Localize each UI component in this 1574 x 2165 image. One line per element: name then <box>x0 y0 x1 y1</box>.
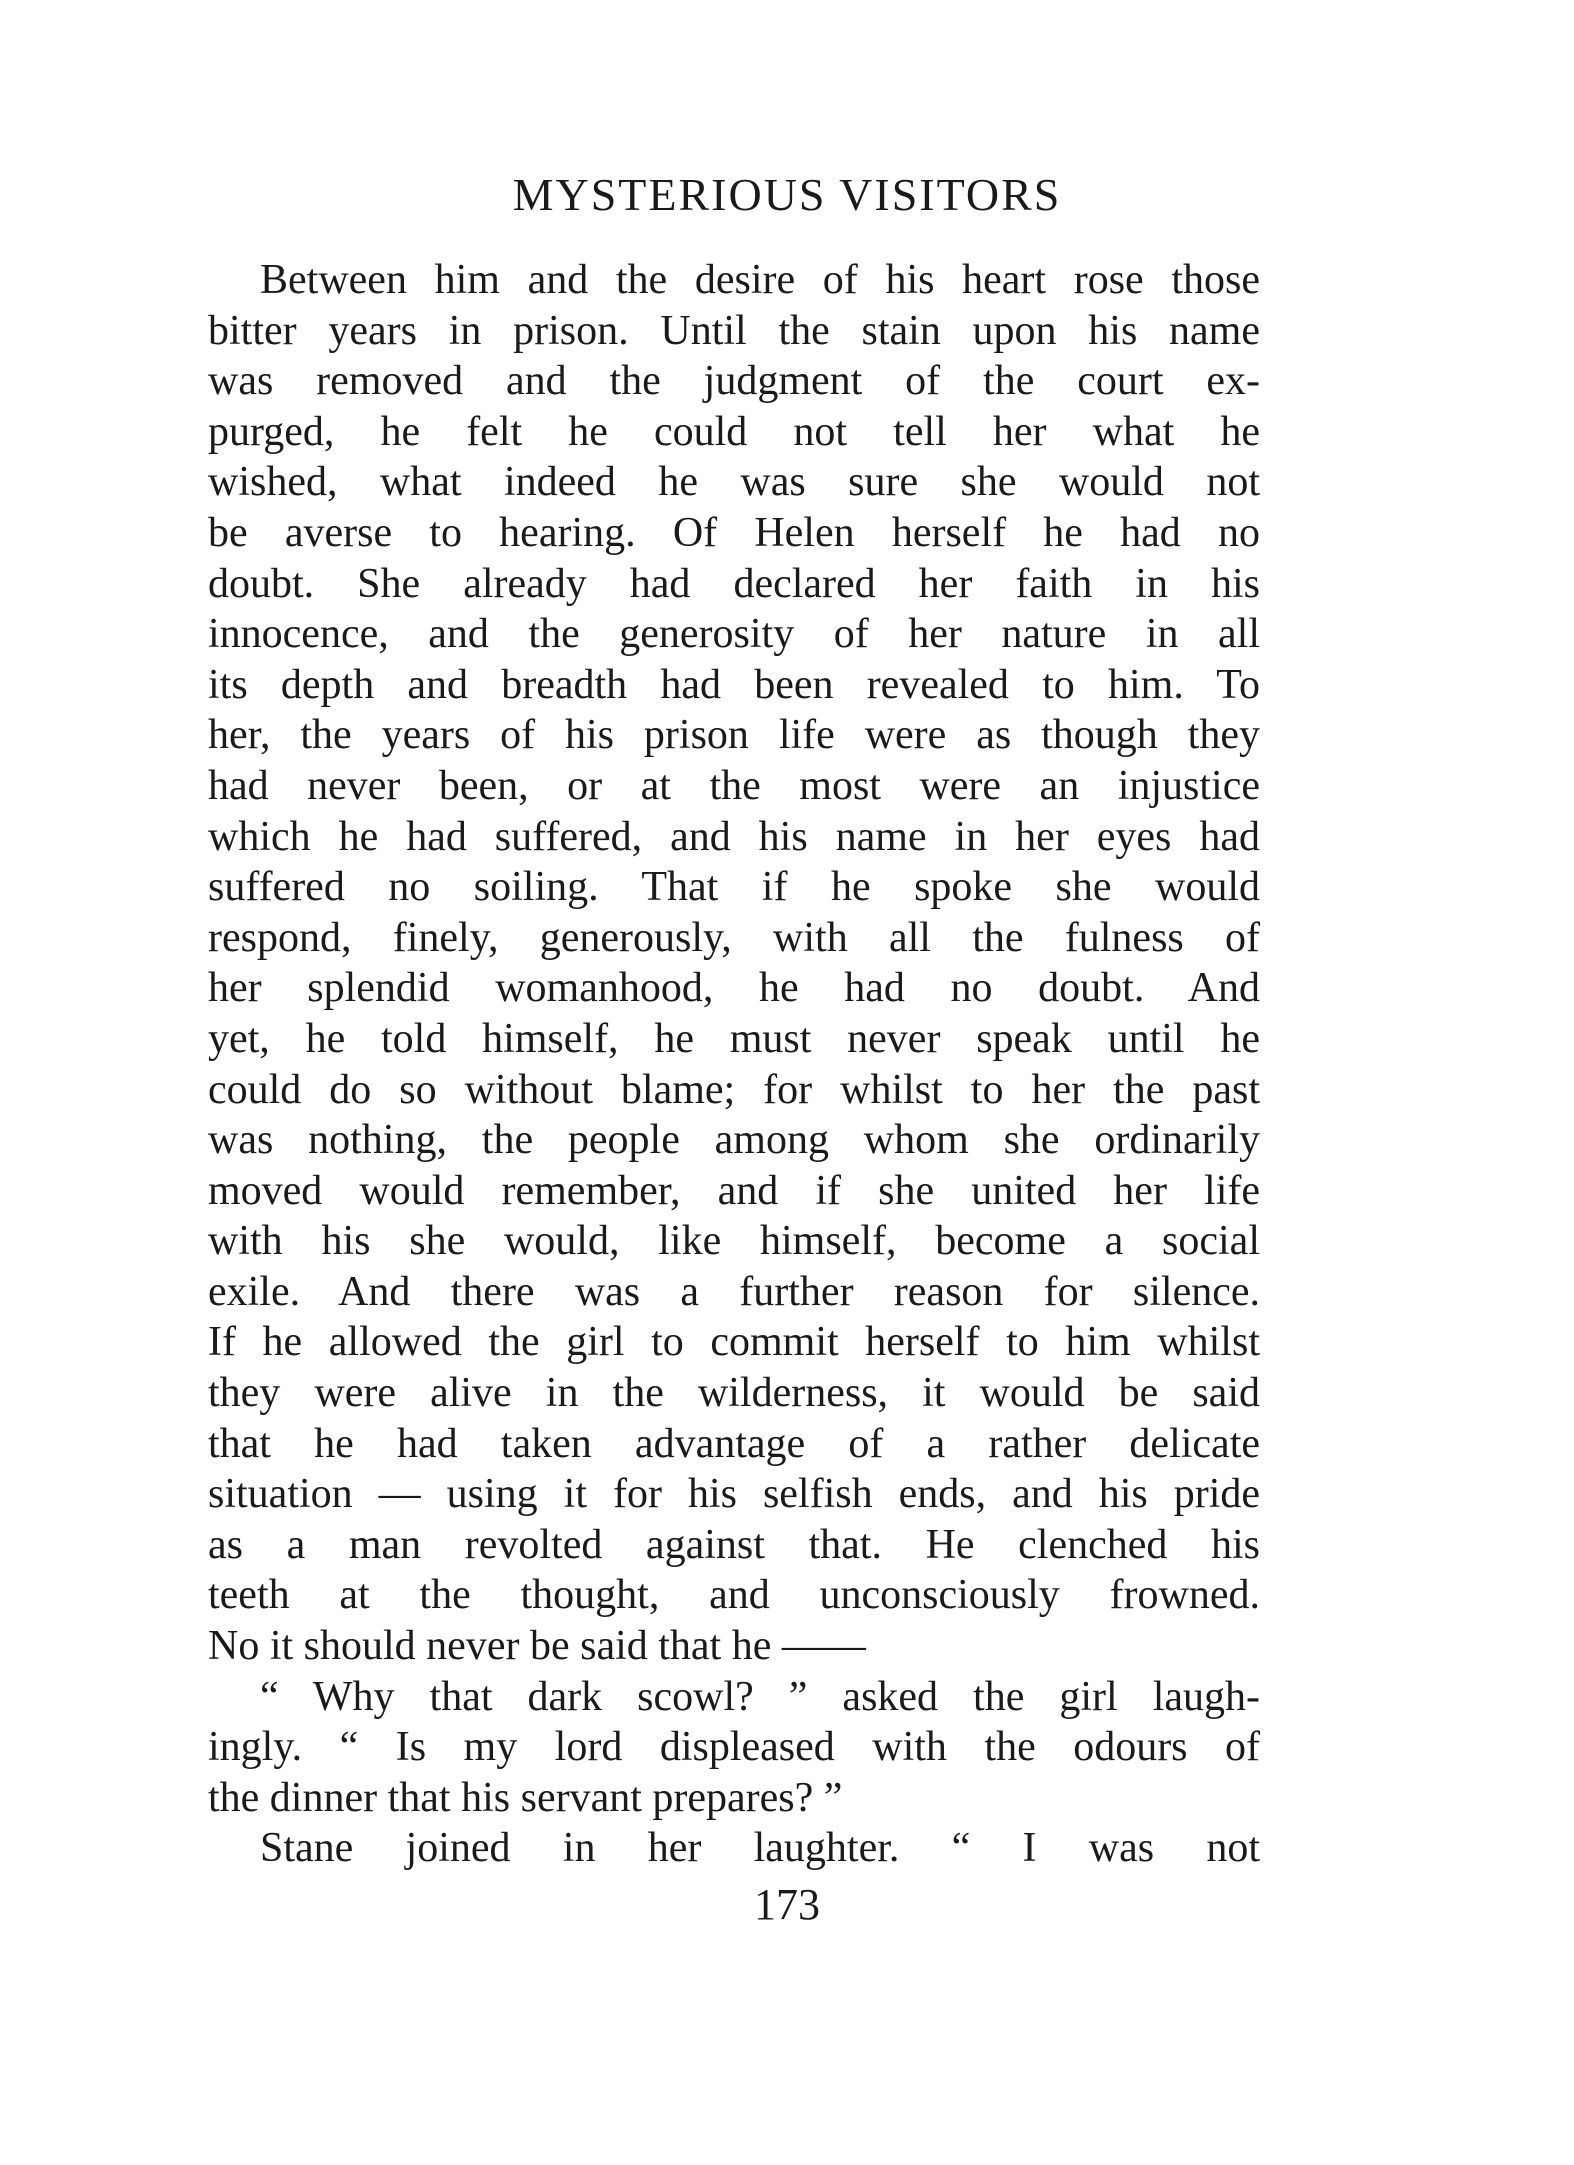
text-line: her, the years of his prison life were as though they <box>208 712 1260 759</box>
text-line: its depth and breadth had been revealed to him. To <box>208 661 1260 708</box>
text-line: teeth at the thought, and unconsciously frowned. <box>208 1572 1260 1619</box>
body-text <box>208 255 1260 1874</box>
text-line: respond, finely, generously, with all the fulness of <box>208 914 1260 961</box>
text-line: ingly. “ Is my lord displeased with the odours of <box>208 1724 1260 1771</box>
text-line: be averse to hearing. Of Helen herself he had no <box>208 509 1260 556</box>
text-line: exile. And there was a further reason for silence. <box>208 1268 1260 1315</box>
text-line: had never been, or at the most were an injustice <box>208 762 1260 809</box>
page-number: 173 <box>754 1880 820 1929</box>
text-line: that he had taken advantage of a rather delicate <box>208 1420 1260 1467</box>
text-line: innocence, and the generosity of her nature in all <box>208 611 1260 658</box>
text-line: No it should never be said that he —— <box>208 1623 866 1670</box>
text-line: If he allowed the girl to commit herself to him whilst <box>208 1319 1260 1366</box>
text-line: “ Why that dark scowl? ” asked the girl laugh- <box>260 1673 1260 1720</box>
text-line: moved would remember, and if she united her life <box>208 1167 1260 1214</box>
text-line: bitter years in prison. Until the stain upon his name <box>208 307 1260 354</box>
text-line: yet, he told himself, he must never speak until he <box>208 1015 1260 1062</box>
text-line: situation — using it for his selfish ends, and his pride <box>208 1471 1260 1518</box>
running-head: MYSTERIOUS VISITORS <box>512 169 1062 220</box>
text-line: was removed and the judgment of the court ex- <box>208 358 1260 405</box>
text-line: purged, he felt he could not tell her what he <box>208 408 1260 455</box>
text-line: wished, what indeed he was sure she would not <box>208 459 1260 506</box>
text-line: which he had suffered, and his name in her eyes had <box>208 813 1260 860</box>
text-line: was nothing, the people among whom she ordinarily <box>208 1117 1260 1164</box>
text-line: Between him and the desire of his heart rose those <box>260 257 1260 303</box>
text-line: Stane joined in her laughter. “ I was not <box>260 1825 1260 1872</box>
text-line: doubt. She already had declared her faith in his <box>208 560 1260 607</box>
text-line: they were alive in the wilderness, it would be said <box>208 1370 1260 1417</box>
text-line: as a man revolted against that. He clenched his <box>208 1521 1260 1568</box>
text-line: the dinner that his servant prepares? ” <box>208 1774 843 1821</box>
text-line: suffered no soiling. That if he spoke she would <box>208 864 1260 911</box>
text-line: her splendid womanhood, he had no doubt. And <box>208 965 1260 1012</box>
text-line: with his she would, like himself, become a social <box>208 1218 1260 1265</box>
text-line: could do so without blame; for whilst to her the past <box>208 1066 1260 1113</box>
